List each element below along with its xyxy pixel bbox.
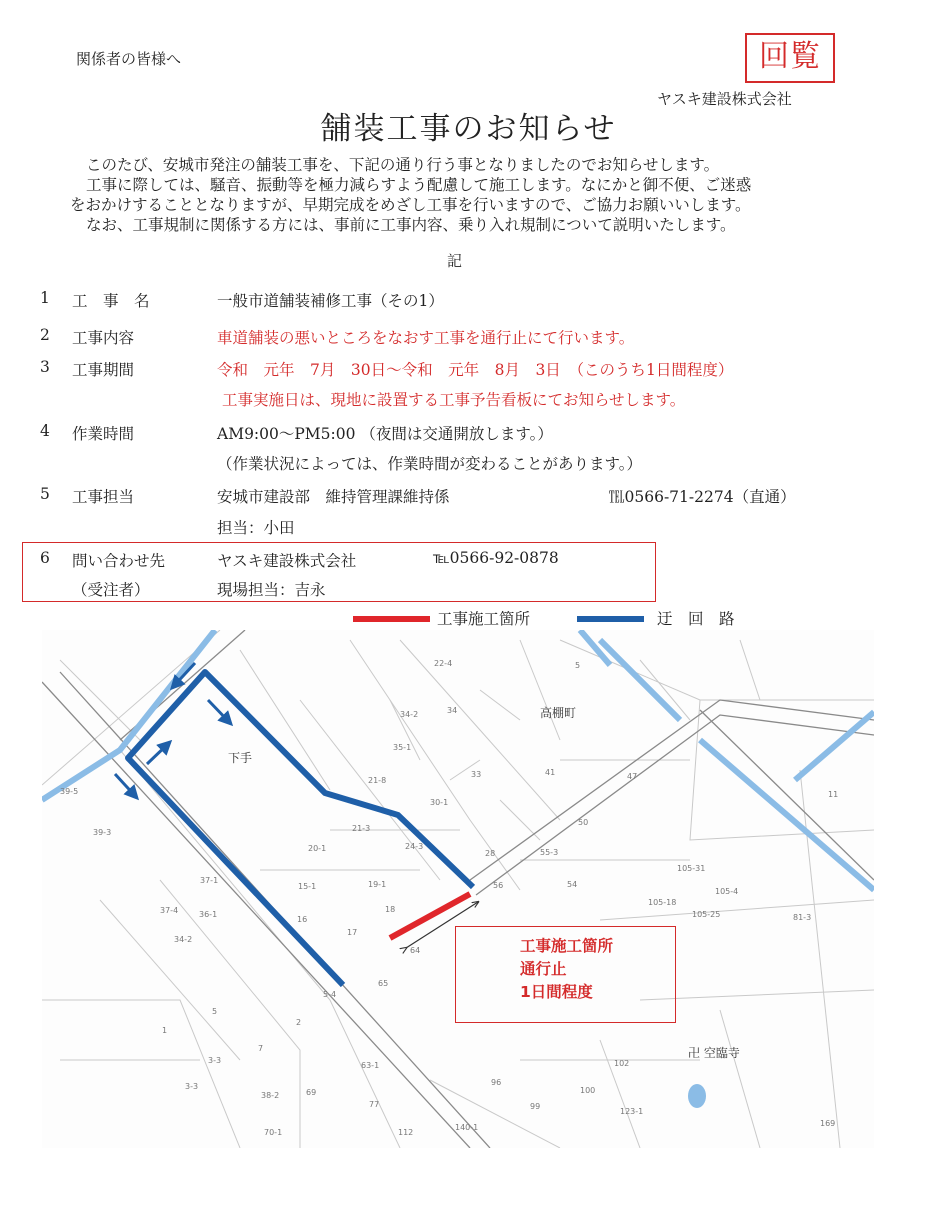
- item-label-period: 工事期間: [72, 361, 135, 379]
- item-value-content: 車道舗装の悪いところをなおす工事を通行止にて行います。: [217, 329, 635, 347]
- intro-line: なお、工事規制に関係する方には、事前に工事内容、乗り入れ規制について説明いたします。: [86, 216, 736, 234]
- lot-number: 50: [578, 818, 589, 827]
- item-number: 3: [40, 358, 50, 376]
- construction-callout: [455, 926, 676, 1023]
- lot-number: 17: [347, 928, 358, 937]
- lot-number: 99: [530, 1102, 541, 1111]
- lot-number: 81-3: [793, 913, 812, 922]
- item-label-hours: 作業時間: [72, 425, 135, 443]
- lot-number: 77: [369, 1100, 380, 1109]
- lot-number: 55-3: [540, 848, 559, 857]
- lot-number: 19-1: [368, 880, 387, 889]
- lot-number: 20-1: [308, 844, 327, 853]
- temple-label: 卍 空臨寺: [688, 1046, 740, 1060]
- lot-number: 140-1: [455, 1123, 479, 1132]
- lot-number: 35-1: [393, 743, 412, 752]
- lot-number: 102: [614, 1059, 630, 1068]
- company-name: ヤスキ建設株式会社: [657, 90, 792, 108]
- lot-number: 3-3: [208, 1056, 222, 1065]
- intro-line: をおかけすることとなりますが、早期完成をめざし工事を行いますので、ご協力お願いいします。: [70, 196, 751, 214]
- circulation-stamp: 回覧: [745, 33, 835, 83]
- lot-number: 5: [575, 661, 581, 670]
- intro-paragraph: [70, 155, 890, 235]
- lot-number: 112: [398, 1128, 414, 1137]
- item-number: 4: [40, 422, 50, 440]
- item-note-period: 工事実施日は、現地に設置する工事予告看板にてお知らせします。: [222, 391, 686, 409]
- lot-number: 5: [212, 1007, 218, 1016]
- lot-number: 21-8: [368, 776, 387, 785]
- lot-number: 54: [567, 880, 578, 889]
- item-value-manager: 安城市建設部 維持管理課維持係: [217, 488, 450, 506]
- intro-line: 工事に際しては、騒音、振動等を極力減らすよう配慮して施工します。なにかと御不便、ご迷惑: [86, 176, 752, 194]
- item-label-content: 工事内容: [72, 329, 135, 347]
- lot-number: 64: [410, 946, 421, 955]
- lot-number: 38-2: [261, 1091, 280, 1100]
- lot-number: 21-3: [352, 824, 371, 833]
- lot-number: 30-1: [430, 798, 449, 807]
- item-label-contact: 問い合わせ先: [72, 552, 166, 570]
- lot-number: 100: [580, 1086, 596, 1095]
- lot-number: 3-3: [185, 1082, 199, 1091]
- item-value-hours: AM9:00～PM5:00 （夜間は交通開放します。）: [217, 425, 553, 443]
- item-sublabel-contact: （受注者）: [72, 581, 150, 599]
- lot-number: 123-1: [620, 1107, 644, 1116]
- lot-number: 39-5: [60, 787, 79, 796]
- page-title: 舗装工事のお知らせ: [320, 111, 617, 147]
- lot-number: 34-2: [174, 935, 193, 944]
- item-number: 6: [40, 549, 50, 567]
- item-value-period: 令和 元年 7月 30日～令和 元年 8月 3日 （このうち1日間程度）: [217, 361, 734, 379]
- lot-number: 37-1: [200, 876, 219, 885]
- lot-number: 15-1: [298, 882, 317, 891]
- place-label-takatana: 高棚町: [540, 706, 577, 720]
- item-label-name: 工 事 名: [72, 292, 150, 310]
- lot-number: 56: [493, 881, 504, 890]
- lot-number: 47: [627, 772, 638, 781]
- place-label-shimote: 下手: [228, 751, 253, 765]
- callout-line: 通行止: [520, 960, 567, 978]
- lot-number: 70-1: [264, 1128, 283, 1137]
- lot-number: 63-1: [361, 1061, 380, 1070]
- lot-number: 37-4: [160, 906, 179, 915]
- item-tel-manager: ℡0566-71-2274（直通）: [609, 488, 796, 506]
- lot-number: 105-18: [648, 898, 677, 907]
- lot-number: 2: [296, 1018, 302, 1027]
- lot-number: 105-4: [715, 887, 739, 896]
- lot-number: 105-25: [692, 910, 721, 919]
- item-number: 5: [40, 485, 50, 503]
- lot-number: 36-1: [199, 910, 218, 919]
- lot-number: 34: [447, 706, 458, 715]
- lot-number: 5-4: [323, 990, 337, 999]
- addressee: 関係者の皆様へ: [76, 50, 182, 68]
- legend-detour-swatch: [577, 616, 644, 622]
- item-person-manager: 担当：小田: [217, 519, 295, 537]
- item-number: 2: [40, 326, 50, 344]
- lot-number: 39-3: [93, 828, 112, 837]
- lot-number: 1: [162, 1026, 168, 1035]
- lot-number: 11: [828, 790, 839, 799]
- lot-number: 18: [385, 905, 396, 914]
- item-number: 1: [40, 289, 50, 307]
- item-tel-contact: ℡0566-92-0878: [433, 549, 559, 567]
- item-label-manager: 工事担当: [72, 488, 135, 506]
- item-value-contact: ヤスキ建設株式会社: [217, 552, 357, 570]
- lot-number: 34-2: [400, 710, 419, 719]
- route-map: [42, 630, 874, 1148]
- legend-detour-label: 迂 回 路: [657, 610, 735, 628]
- lot-number: 22-4: [434, 659, 453, 668]
- lot-number: 28: [485, 849, 496, 858]
- lot-number: 169: [820, 1119, 836, 1128]
- lot-number: 16: [297, 915, 308, 924]
- item-value-name: 一般市道舗装補修工事（その1）: [217, 292, 444, 310]
- lot-number: 65: [378, 979, 389, 988]
- lot-number: 33: [471, 770, 482, 779]
- lot-number: 96: [491, 1078, 502, 1087]
- ki-heading: 記: [447, 252, 463, 270]
- legend-construction-swatch: [353, 616, 430, 622]
- callout-line: 1日間程度: [520, 983, 593, 1001]
- legend-construction-label: 工事施工箇所: [437, 610, 531, 628]
- lot-number: 41: [545, 768, 556, 777]
- callout-line: 工事施工箇所: [520, 937, 614, 955]
- item-person-contact: 現場担当：吉永: [217, 581, 326, 599]
- intro-line: このたび、安城市発注の舗装工事を、下記の通り行う事となりましたのでお知らせします。: [86, 156, 720, 174]
- lot-number: 24-3: [405, 842, 424, 851]
- item-note-hours: （作業状況によっては、作業時間が変わることがあります。）: [217, 455, 643, 473]
- pond: [688, 1084, 706, 1108]
- lot-number: 69: [306, 1088, 317, 1097]
- lot-number: 105-31: [677, 864, 706, 873]
- lot-number: 7: [258, 1044, 264, 1053]
